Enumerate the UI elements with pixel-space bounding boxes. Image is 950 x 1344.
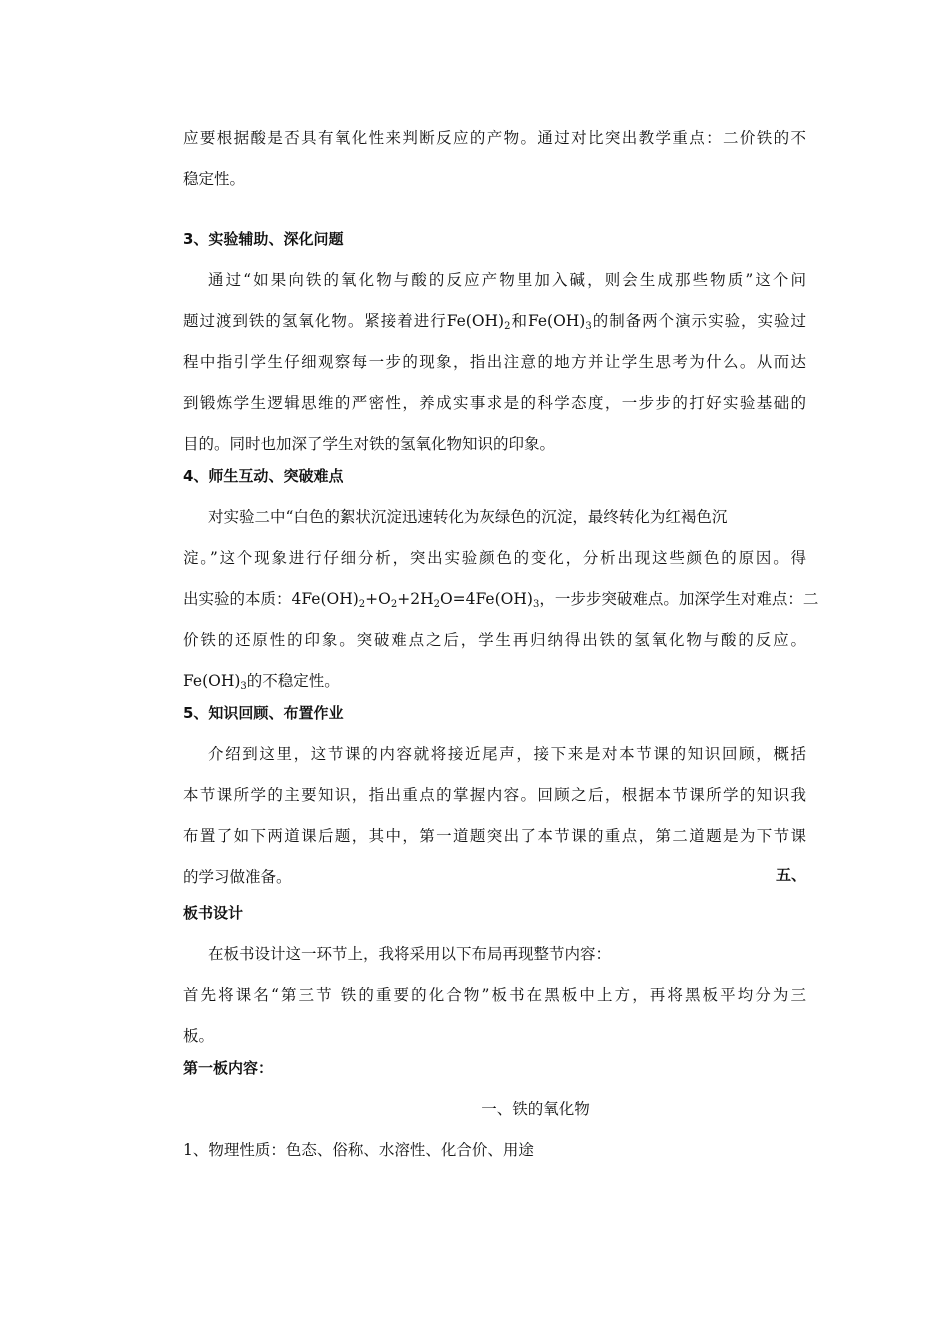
paragraph-line: 淀。”这个现象进行仔细分析，突出实验颜色的变化，分析出现这些颜色的原因。得: [183, 549, 806, 567]
paragraph-line: 价铁的还原性的印象。突破难点之后，学生再归纳得出铁的氢氧化物与酸的反应。: [183, 631, 806, 649]
section-heading-board-design: 板书设计: [183, 904, 244, 922]
section-heading-5: 5、知识回顾、布置作业: [183, 704, 344, 722]
paragraph-line-formula: 出实验的本质：$4Fe(OH)_2+O_2+2H_2O=4Fe(OH)_3$，一步步突破难点。加深学生对难点：二: [183, 590, 819, 610]
paragraph-line: 首先将课名“第三节 铁的重要的化合物”板书在黑板中上方，再将黑板平均分为三: [183, 986, 806, 1004]
paragraph-line: 介绍到这里，这节课的内容就将接近尾声，接下来是对本节课的知识回顾，概括: [208, 745, 806, 763]
board-heading-first: 第一板内容：: [183, 1059, 274, 1077]
section-number-5: 五、: [775, 866, 806, 884]
paragraph-line: 程中指引学生仔细观察每一步的现象，指出注意的地方并让学生思考为什么。从而达: [183, 353, 806, 371]
board-item-1: 1、物理性质：色态、俗称、水溶性、化合价、用途: [183, 1141, 534, 1159]
paragraph-line: 通过“如果向铁的氧化物与酸的反应产物里加入碱，则会生成那些物质”这个问: [208, 271, 806, 289]
board-center-title: 一、铁的氧化物: [481, 1100, 590, 1118]
paragraph-line: 在板书设计这一环节上，我将采用以下布局再现整节内容：: [208, 945, 612, 963]
paragraph-line: 本节课所学的主要知识，指出重点的掌握内容。回顾之后，根据本节课所学的知识我: [183, 786, 806, 804]
paragraph-line: 板。: [183, 1027, 215, 1045]
paragraph-line: 对实验二中“白色的絮状沉淀迅速转化为灰绿色的沉淀，最终转化为红褐色沉: [208, 508, 728, 526]
paragraph-line: 布置了如下两道课后题，其中，第一道题突出了本节课的重点，第二道题是为下节课: [183, 827, 806, 845]
section-heading-4: 4、师生互动、突破难点: [183, 467, 344, 485]
paragraph-line-formula: $Fe(OH)_3$的不稳定性。: [183, 672, 340, 692]
section-heading-3: 3、实验辅助、深化问题: [183, 230, 344, 248]
paragraph-line: 到锻炼学生逻辑思维的严密性，养成实事求是的科学态度，一步步的打好实验基础的: [183, 394, 806, 412]
paragraph-line: 目的。同时也加深了学生对铁的氢氧化物知识的印象。: [183, 435, 556, 453]
paragraph-line: 稳定性。: [183, 170, 246, 188]
paragraph-line: 的学习做准备。: [183, 868, 292, 886]
paragraph-line: 应要根据酸是否具有氧化性来判断反应的产物。通过对比突出教学重点：二价铁的不: [183, 129, 806, 147]
paragraph-line-formula: 题过渡到铁的氢氧化物。紧接着进行$Fe(OH)_2$和$Fe(OH)_3$的制备两个演示实验，实验过: [183, 312, 806, 332]
